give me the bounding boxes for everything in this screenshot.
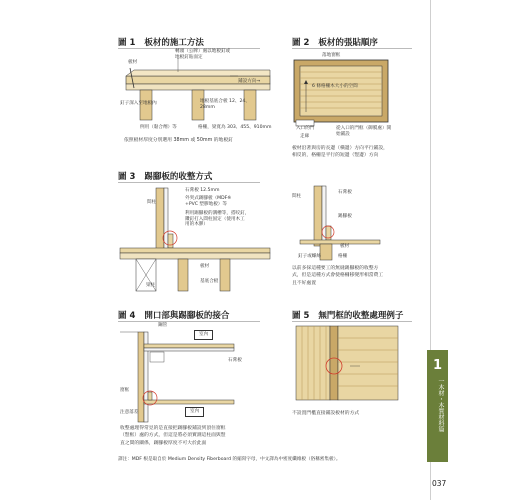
fig2-entrance-label: 入口的門 <box>296 126 315 131</box>
fig4-plaster-label: 石膏板 <box>228 358 242 363</box>
fig3b-joist-label: 格柵 <box>338 254 348 259</box>
figure-number: 圖 2 <box>292 38 310 48</box>
fig3b-caption: 以前多採這種要工的無縫踢腳板的收整方 式，但是這種方式會使格柵移變形相當費工 且不好處置 <box>292 266 384 286</box>
skirting-shape <box>148 392 152 400</box>
fig4-caption: 收整處理得常見的是直接把踢腳板鋪設到頂住窗框 （豎框）處的方式，但這是將必須實測這柱面與豎 直之間的關係，踢腳板厚度不可大於此面 <box>120 426 226 446</box>
footnote: 譯注：MDF 根是取自於 Medium Density Fiberboard 的縮寫字母，中文譯為中密度纖維板（俗稱密集板）。 <box>118 457 341 462</box>
figure-number: 圖 1 <box>118 38 136 48</box>
plaster-shape <box>322 186 326 246</box>
fig3b-skirt-label: 踢腳板 <box>338 214 352 219</box>
figure-5-title <box>292 309 403 321</box>
fig3-fix-label: 利用踢腳板的溝槽等，搭咬釘， 鑽釘打入間柱固定（使用木工 用的木膠） <box>185 211 250 228</box>
fig1-thickness-label: 地板基底合板 12、24、 28mm <box>200 99 250 110</box>
figure-number: 圖 4 <box>118 311 136 321</box>
fig3b-plaster-label: 石膏板 <box>338 190 352 195</box>
fig1-joist-label: 格柵，梁寬為 303、455、910mm <box>198 125 272 130</box>
fig2-inner-label: 6 條格柵木大小的空間 <box>312 84 358 89</box>
top-board <box>144 344 234 348</box>
fig1-board-label: 板材 <box>128 60 138 65</box>
threshold-gap <box>330 326 338 400</box>
joist-shape <box>320 244 332 260</box>
fig4-window-label: 窗框 <box>120 388 130 393</box>
fig2-corridor-label: 走廊 <box>300 134 310 139</box>
skirting-shape <box>168 234 173 248</box>
chapter-number: 1 <box>433 358 443 373</box>
fig3-plaster-label: 石膏板 12.5mm <box>185 188 220 193</box>
window-frame-shape <box>138 332 144 422</box>
floor-area <box>300 66 382 116</box>
figure-1-title <box>118 36 204 48</box>
figure-5-diagram <box>296 326 406 406</box>
fig3b-post-label: 間柱 <box>292 194 302 199</box>
figure-4-title <box>118 309 229 321</box>
title-rule <box>118 182 260 183</box>
plaster-shape <box>164 188 168 258</box>
floor-right <box>338 326 398 400</box>
fig3-skirting-type-label: 外突式踢腳板（MDF※ +PVC 塑膠地板）等 <box>185 196 232 207</box>
fig4-detail-label: 注意落差 <box>120 410 139 415</box>
fig2-start-label: 從入口的門框（御膜處）開 始鋪設 <box>336 126 392 137</box>
figure-title-text: 踢腳板的收整方式 <box>144 172 213 182</box>
figure-title-text: 無門框的收整處理例子 <box>318 311 404 321</box>
figure-3-title <box>118 170 212 182</box>
figure-2-title <box>292 36 378 48</box>
board-top <box>126 70 270 76</box>
post-shape <box>314 186 322 246</box>
page-number: 037 <box>432 479 447 488</box>
fig4-indoor-bottom-label: 室內 <box>185 407 204 417</box>
title-rule <box>292 48 412 49</box>
fig5-caption: 不設置門檻直接鋪設板材的方式 <box>292 411 360 416</box>
board-shape <box>120 248 270 253</box>
figure-title-text: 板材的施工方法 <box>144 38 204 48</box>
fig3b-board-label: 板材 <box>340 244 350 249</box>
floor-left <box>296 326 330 400</box>
fig3-post-label: 間柱 <box>147 200 157 205</box>
fig4-indoor-top-label: 室內 <box>194 330 213 340</box>
title-rule <box>292 321 412 322</box>
post-shape <box>156 188 164 258</box>
fig1-nail-note: 轉頭（公牌）處以地板釘或 地板釘貼面定 <box>175 49 231 60</box>
fig2-caption: 板材沿著與房的長邊（橫邊）方向平行鋪設， 相反的，格柵是平行的短邊（豎邊）方向 <box>292 146 388 159</box>
figure-number: 圖 5 <box>292 311 310 321</box>
fig3-board-label: 板材 <box>200 264 210 269</box>
figure-number: 圖 3 <box>118 172 136 182</box>
fig4-beam-label: 鋼管 <box>158 323 168 328</box>
bottom-board <box>144 400 234 404</box>
fig1-nail-into-label: 釘子深入至地板內 <box>120 101 157 106</box>
figure-title-text: 開口部與踢腳板的接合 <box>144 311 230 321</box>
figure-title-text: 板材的張貼順序 <box>318 38 378 48</box>
chapter-title: 一木材・木質材料篇 <box>437 378 444 432</box>
fig1-example-label: 例用（黏合劑）等 <box>140 125 177 130</box>
fig3b-nail-label: 釘子或螺絲 <box>298 254 321 259</box>
plaster-shape <box>144 348 234 351</box>
fig1-caption: 依照板材厚度分別選用 38mm 或 50mm 的地板釘 <box>124 138 233 143</box>
base-plywood <box>126 84 270 90</box>
fig2-floor-frame-label: 落地窗框 <box>322 53 341 58</box>
fig3-beam-label: 梁柱 <box>146 283 156 288</box>
fig1-direction-label: 鋪設方向→ <box>238 79 261 84</box>
fig3-base-label: 基底合板 <box>200 279 219 284</box>
base-plywood <box>120 253 270 259</box>
